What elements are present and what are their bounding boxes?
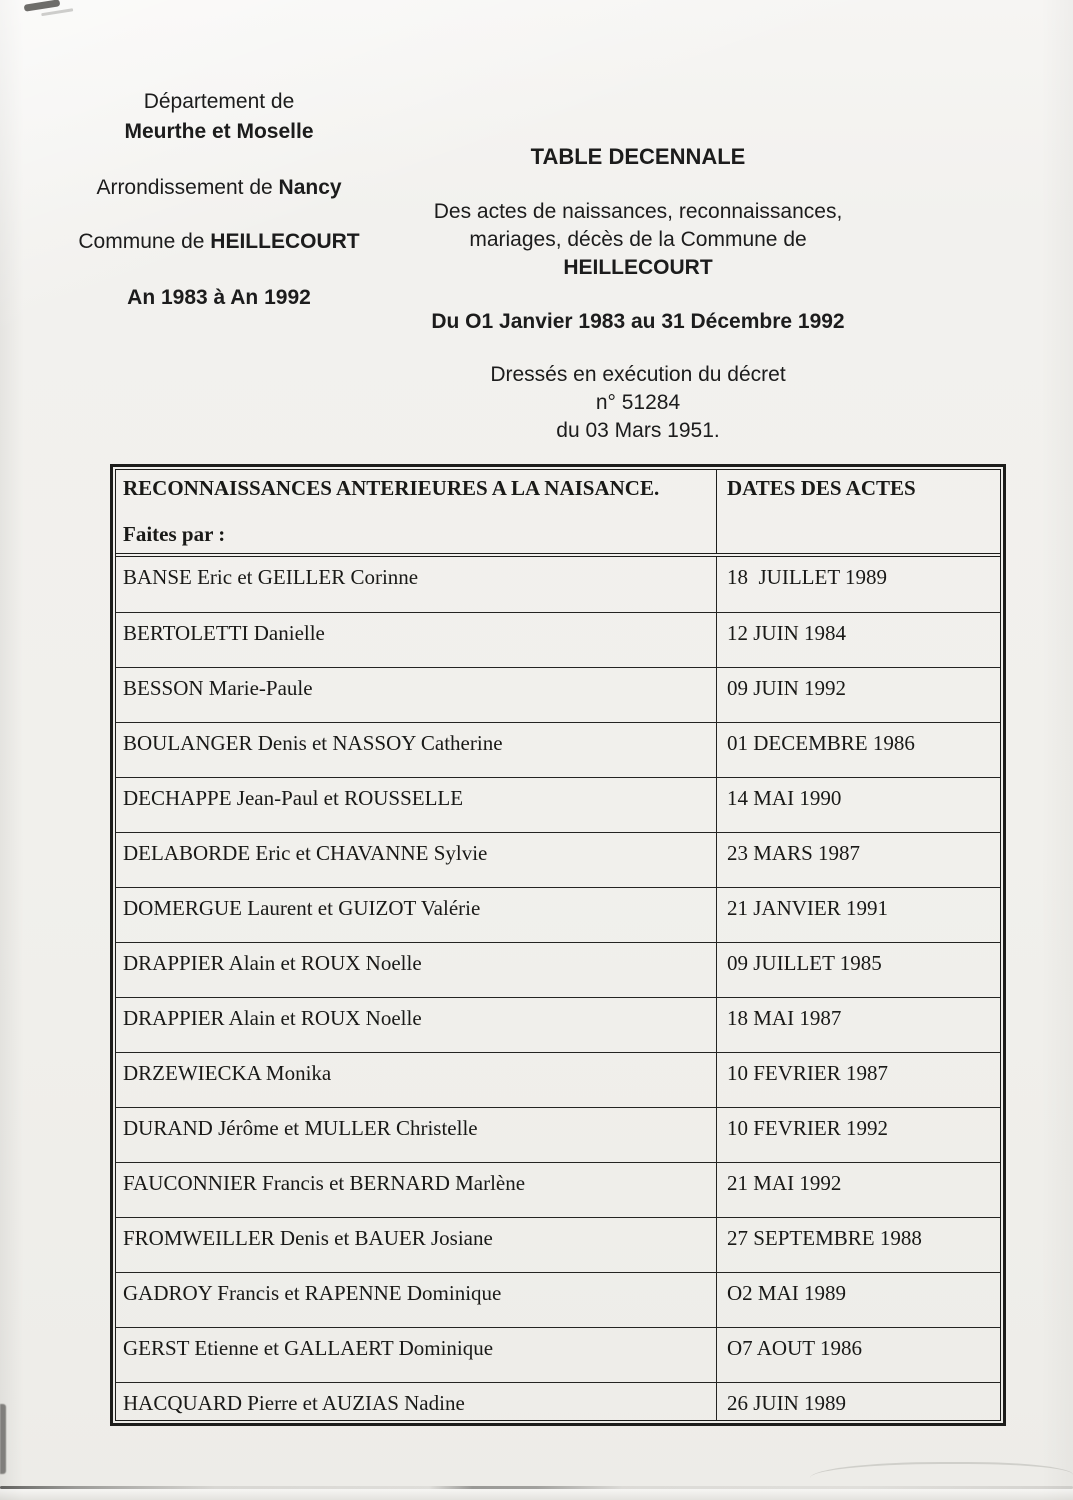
scan-artifact-bottom-left-mark — [0, 1404, 6, 1474]
table-header-row — [116, 470, 1000, 557]
row-date: O2 MAI 1989 — [727, 1281, 846, 1305]
row-names: BERTOLETTI Danielle — [116, 613, 717, 667]
row-names: DOMERGUE Laurent et GUIZOT Valérie — [116, 888, 717, 942]
table-row — [116, 1162, 1000, 1217]
scan-artifact-bottom-crease — [0, 1486, 1073, 1489]
commune-line — [58, 230, 380, 254]
row-date: 23 MARS 1987 — [727, 841, 861, 865]
scan-artifact-top-left-mark — [24, 0, 61, 12]
table-row — [116, 777, 1000, 832]
commune-name: HEILLECOURT — [210, 230, 360, 253]
row-date: 01 DECEMBRE 1986 — [727, 731, 915, 755]
department-label: Département de — [143, 90, 295, 113]
table-row — [116, 667, 1000, 722]
row-date: 18 JUILLET 1989 — [727, 565, 888, 589]
row-date: 27 SEPTEMBRE 1988 — [727, 1226, 922, 1250]
table-row — [116, 1382, 1000, 1420]
row-date: 21 MAI 1992 — [727, 1171, 842, 1195]
table-row — [116, 612, 1000, 667]
row-names: BESSON Marie-Paule — [116, 668, 717, 722]
row-names: FAUCONNIER Francis et BERNARD Marlène — [116, 1163, 717, 1217]
row-names: GADROY Francis et RAPENNE Dominique — [116, 1273, 717, 1327]
table-header-names — [116, 470, 717, 553]
table-header-dates — [717, 470, 1000, 553]
subtitle-line2: mariages, décès de la Commune de — [469, 228, 807, 251]
table-row — [116, 722, 1000, 777]
table-row — [116, 832, 1000, 887]
row-date: 12 JUIN 1984 — [727, 621, 846, 645]
table-row — [116, 1217, 1000, 1272]
column-subtitle-faites-par: Faites par : — [123, 522, 226, 546]
decree-number: n° 51284 — [595, 391, 681, 414]
years-range: An 1983 à An 1992 — [127, 286, 311, 309]
column-title-dates: DATES DES ACTES — [727, 476, 916, 500]
row-date: 26 JUIN 1989 — [727, 1391, 846, 1415]
scan-artifact-bottom-edge — [0, 1489, 1073, 1500]
title-block — [408, 144, 868, 445]
commune-label: Commune de — [78, 230, 211, 253]
row-date: 09 JUIN 1992 — [727, 676, 846, 700]
table-row — [116, 1272, 1000, 1327]
table-row — [116, 942, 1000, 997]
registry-table-border — [115, 469, 1001, 1421]
row-date: 21 JANVIER 1991 — [727, 896, 888, 920]
row-names: DRAPPIER Alain et ROUX Noelle — [116, 998, 717, 1052]
table-row — [116, 997, 1000, 1052]
administrative-header — [58, 90, 380, 310]
row-names: DRZEWIECKA Monika — [116, 1053, 717, 1107]
arrondissement-label: Arrondissement de — [96, 176, 279, 199]
decree-date: du 03 Mars 1951. — [556, 419, 720, 442]
table-body — [116, 557, 1000, 1420]
subtitle-line1: Des actes de naissances, reconnaissances, — [433, 200, 843, 223]
decree-line1: Dressés en exécution du décret — [490, 363, 786, 386]
row-names: DURAND Jérôme et MULLER Christelle — [116, 1108, 717, 1162]
row-date: 09 JUILLET 1985 — [727, 951, 882, 975]
row-names: DRAPPIER Alain et ROUX Noelle — [116, 943, 717, 997]
table-row — [116, 557, 1000, 612]
row-date: 18 MAI 1987 — [727, 1006, 842, 1030]
row-names: BOULANGER Denis et NASSOY Catherine — [116, 723, 717, 777]
table-row — [116, 1107, 1000, 1162]
row-names: FROMWEILLER Denis et BAUER Josiane — [116, 1218, 717, 1272]
scan-artifact-right-crease — [810, 1462, 1073, 1478]
row-names: BANSE Eric et GEILLER Corinne — [116, 557, 717, 612]
department-name: Meurthe et Moselle — [124, 120, 314, 143]
subtitle-commune: HEILLECOURT — [563, 256, 713, 279]
row-date: 10 FEVRIER 1992 — [727, 1116, 889, 1140]
row-names: DECHAPPE Jean-Paul et ROUSSELLE — [116, 778, 717, 832]
page-title: TABLE DECENNALE — [530, 144, 746, 169]
period-line: Du O1 Janvier 1983 au 31 Décembre 1992 — [431, 310, 845, 333]
decree-group — [408, 361, 868, 445]
table-row — [116, 1327, 1000, 1382]
registry-table — [110, 464, 1006, 1426]
column-title-reconnaissances: RECONNAISSANCES ANTERIEURES A LA NAISANCE. — [123, 476, 660, 500]
row-names: GERST Etienne et GALLAERT Dominique — [116, 1328, 717, 1382]
table-row — [116, 887, 1000, 942]
arrondissement-line — [58, 176, 380, 200]
row-date: 14 MAI 1990 — [727, 786, 842, 810]
row-date: 10 FEVRIER 1987 — [727, 1061, 889, 1085]
table-row — [116, 1052, 1000, 1107]
arrondissement-name: Nancy — [278, 176, 342, 199]
row-names: DELABORDE Eric et CHAVANNE Sylvie — [116, 833, 717, 887]
subtitle-group — [408, 198, 868, 282]
row-date: O7 AOUT 1986 — [727, 1336, 862, 1360]
row-names: HACQUARD Pierre et AUZIAS Nadine — [116, 1383, 717, 1420]
